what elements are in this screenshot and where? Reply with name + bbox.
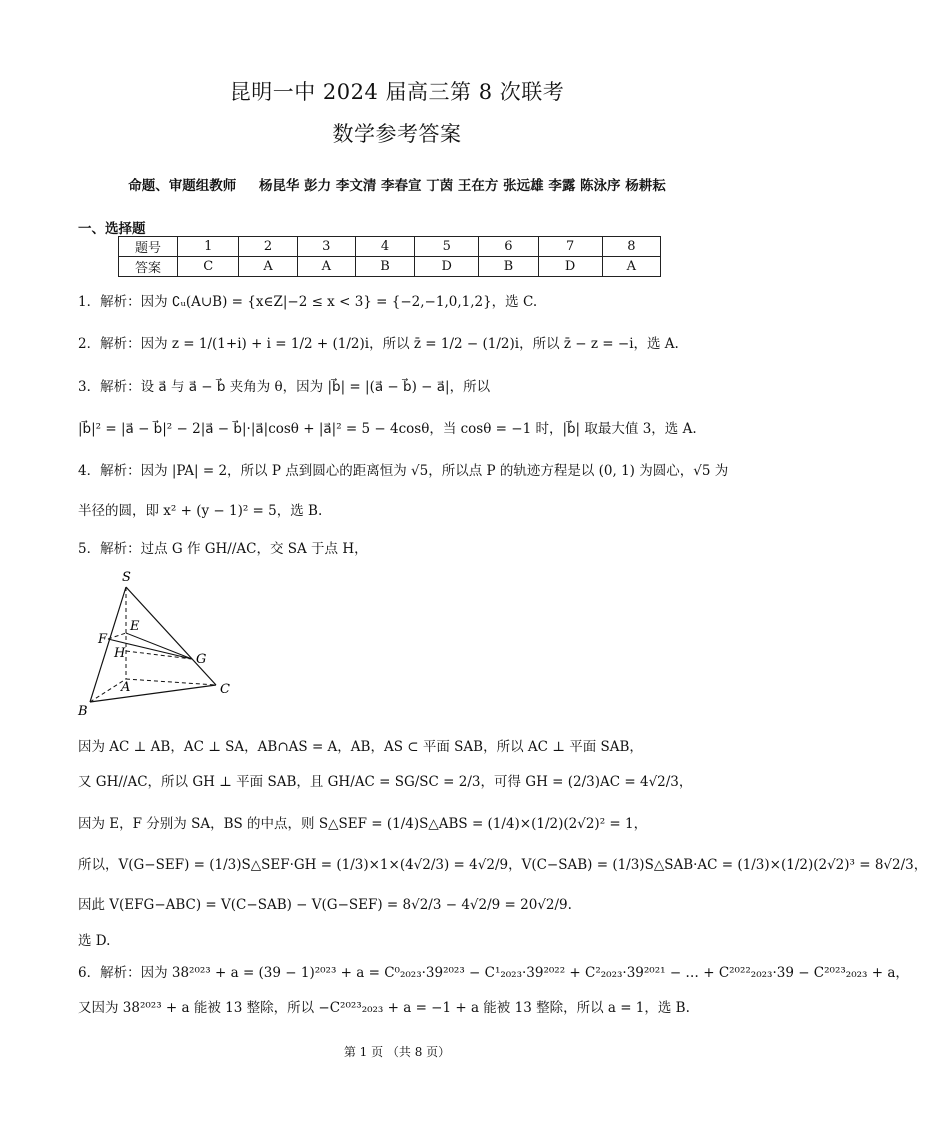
- table-cell: 7: [538, 237, 602, 257]
- solution-q5-line6: 因此 V(EFG−ABC) = V(C−SAB) − V(G−SEF) = 8√2/3 − 4√2/9 = 20√2/9.: [78, 897, 572, 913]
- point-label-f: F: [98, 632, 108, 647]
- document-title: 昆明一中 2024 届高三第 8 次联考: [229, 80, 565, 104]
- solution-q5-line2: 因为 AC ⊥ AB，AC ⊥ SA，AB∩AS = A，AB，AS ⊂ 平面 SAB，所以 AC ⊥ 平面 SAB，: [78, 739, 643, 755]
- table-cell: B: [355, 257, 414, 277]
- solution-q3-line1: 3．解析：设 a⃗ 与 a⃗ − b⃗ 夹角为 θ，因为 |b⃗| = |(a⃗ − b⃗) − a⃗|，所以: [78, 379, 491, 395]
- vertex-label-a: A: [121, 680, 131, 695]
- page-footer: 第 1 页 （共 8 页）: [343, 1045, 451, 1059]
- point-label-e: E: [130, 619, 140, 634]
- point-label-g: G: [196, 652, 207, 667]
- solution-q1: 1．解析：因为 ∁ᵤ(A∪B) = {x∈Z|−2 ≤ x < 3} = {−2,−1,0,1,2}，选 C.: [78, 294, 538, 310]
- table-cell: 6: [479, 237, 538, 257]
- solution-q5-line7: 选 D.: [78, 933, 111, 949]
- table-header-cell: 题号: [119, 237, 178, 257]
- solution-q5-line3: 又 GH//AC，所以 GH ⊥ 平面 SAB，且 GH/AC = SG/SC = 2/3，可得 GH = (2/3)AC = 4√2/3，: [78, 774, 693, 790]
- solution-q5-line4: 因为 E，F 分别为 SA，BS 的中点，则 S△SEF = (1/4)S△ABS = (1/4)×(1/2)(2√2)² = 1，: [78, 816, 648, 832]
- table-cell: A: [239, 257, 297, 277]
- table-cell: D: [538, 257, 602, 277]
- table-cell: 4: [355, 237, 414, 257]
- vertex-label-c: C: [220, 682, 230, 697]
- table-cell: 3: [297, 237, 355, 257]
- solution-q6-line2: 又因为 38²⁰²³ + a 能被 13 整除，所以 −C²⁰²³₂₀₂₃ + a = −1 + a 能被 13 整除，所以 a = 1，选 B.: [78, 1000, 690, 1016]
- solution-q6-line1: 6．解析：因为 38²⁰²³ + a = (39 − 1)²⁰²³ + a = C⁰₂₀₂₃·39²⁰²³ − C¹₂₀₂₃·39²⁰²² + C²₂₀₂₃·39²⁰²¹ − … + C²⁰²²₂₀₂₃·39 − C²⁰²³₂₀₂₃ + a，: [78, 965, 909, 981]
- solution-q2: 2．解析：因为 z = 1/(1+i) + i = 1/2 + (1/2)i，所以 z̄ = 1/2 − (1/2)i，所以 z̄ − z = −i，选 A.: [78, 336, 679, 352]
- point-label-h: H: [114, 646, 126, 661]
- table-cell: A: [297, 257, 355, 277]
- pyramid-figure: [72, 567, 242, 717]
- answer-table-row-answers: [119, 257, 661, 277]
- table-cell: B: [479, 257, 538, 277]
- authors-line: [0, 174, 794, 194]
- solution-q4-line2: 半径的圆，即 x² + (y − 1)² = 5，选 B.: [78, 503, 323, 519]
- solution-q3-line2: |b⃗|² = |a⃗ − b⃗|² − 2|a⃗ − b⃗|·|a⃗|cosθ + |a⃗|² = 5 − 4cosθ，当 cosθ = −1 时，|b⃗| 取最大值 3，选 A.: [78, 421, 697, 437]
- table-cell: 8: [602, 237, 660, 257]
- answer-table: [118, 236, 661, 277]
- solution-q5-line1: 5．解析：过点 G 作 GH//AC，交 SA 于点 H，: [78, 541, 368, 557]
- document-subtitle: 数学参考答案: [332, 122, 462, 146]
- table-cell: 2: [239, 237, 297, 257]
- table-cell: A: [602, 257, 660, 277]
- table-cell: C: [178, 257, 239, 277]
- authors-lead: 命题、审题组教师: [128, 178, 237, 194]
- solution-q4-line1: 4．解析：因为 |PA| = 2，所以 P 点到圆心的距离恒为 √5，所以点 P 的轨迹方程是以 (0, 1) 为圆心，√5 为: [78, 463, 729, 479]
- table-cell: D: [415, 257, 479, 277]
- authors-names: 杨昆华 彭力 李文清 李春宣 丁茵 王在方 张远雄 李露 陈泳序 杨耕耘: [258, 178, 666, 194]
- table-cell: 1: [178, 237, 239, 257]
- table-header-cell: 答案: [119, 257, 178, 277]
- vertex-label-s: S: [122, 570, 131, 585]
- answer-table-row-numbers: [119, 237, 661, 257]
- section-heading: 一、选择题: [78, 221, 146, 237]
- solution-q5-line5: 所以，V(G−SEF) = (1/3)S△SEF·GH = (1/3)×1×(4√2/3) = 4√2/9，V(C−SAB) = (1/3)S△SAB·AC = (1/3)×(1/2)(2√2)³ = 8√2/3，: [78, 857, 927, 873]
- table-cell: 5: [415, 237, 479, 257]
- vertex-label-b: B: [78, 704, 88, 719]
